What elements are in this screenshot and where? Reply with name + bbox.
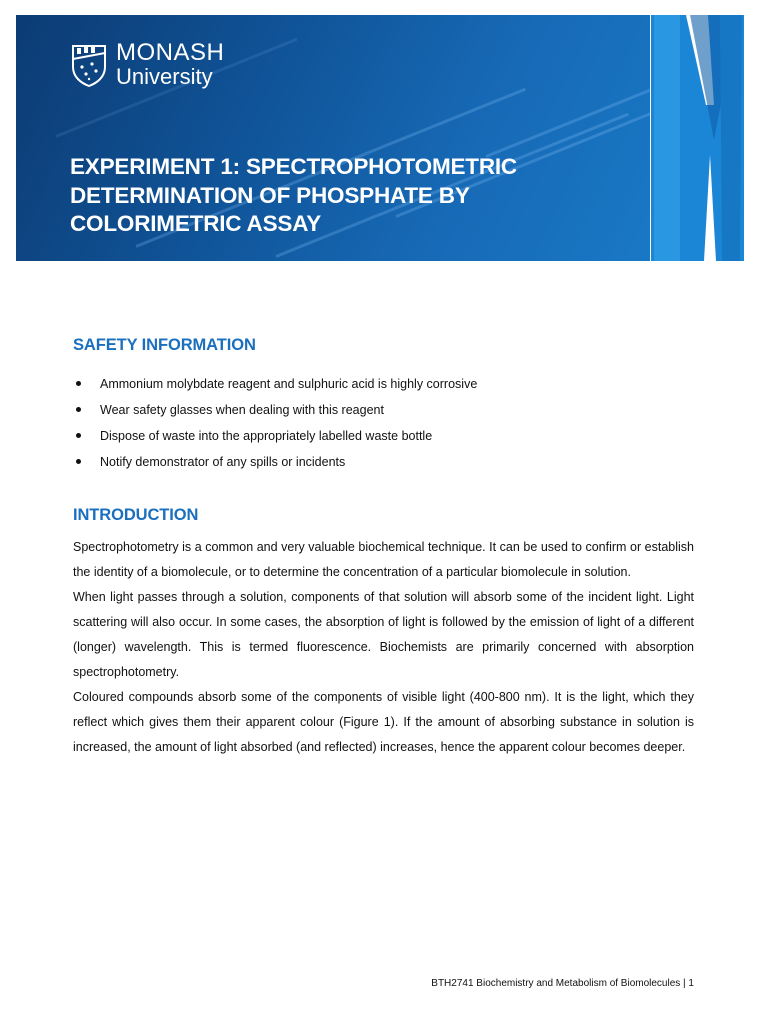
paragraph: Spectrophotometry is a common and very valuable biochemical technique. It can be used to confirm or establish the identity of a biomolecule, or to determine the concentration of a particular biomolecule in solution. (73, 540, 694, 579)
logo-wordmark-university: University (116, 64, 213, 89)
title-line-3: COLORIMETRIC ASSAY (70, 211, 322, 236)
list-item (73, 427, 477, 453)
monash-m-mark (650, 15, 756, 261)
monash-logo (70, 41, 224, 88)
list-item-text: Notify demonstrator of any spills or incidents (100, 455, 346, 469)
document-title (70, 153, 610, 239)
bullet-icon (76, 381, 81, 386)
title-line-1: EXPERIMENT 1: SPECTROPHOTOMETRIC (70, 154, 517, 179)
list-item (73, 401, 477, 427)
list-item-text: Dispose of waste into the appropriately labelled waste bottle (100, 429, 433, 443)
bullet-icon (76, 433, 81, 438)
logo-wordmark-monash: MONASH (116, 39, 225, 66)
page-footer: BTH2741 Biochemistry and Metabolism of Biomolecules | 1 (431, 978, 694, 989)
safety-heading: SAFETY INFORMATION (73, 336, 256, 354)
safety-list (73, 375, 477, 479)
list-item-text: Wear safety glasses when dealing with this reagent (100, 403, 384, 417)
paragraph: Coloured compounds absorb some of the components of visible light (400-800 nm). It is the light, which they reflect which gives them their apparent colour (Figure 1). If the amount of absorbing substance in solution is increased, the amount of light absorbed (and reflected) increases, hence the apparent colour becomes deeper. (73, 690, 694, 754)
bullet-icon (76, 407, 81, 412)
introduction-body (73, 535, 694, 760)
bullet-icon (76, 459, 81, 464)
title-line-2: DETERMINATION OF PHOSPHATE BY (70, 182, 470, 208)
list-item-text: Ammonium molybdate reagent and sulphuric acid is highly corrosive (100, 377, 478, 391)
paragraph: When light passes through a solution, components of that solution will absorb some of the incident light. Light scattering will also occur. In some cases, the absorption of light is followed by the emission of light of a different (longer) wavelength. This is termed fluorescence. Biochemists are primarily concerned with absorption spectrophotometry. (73, 590, 694, 679)
list-item (73, 453, 477, 479)
header-banner (16, 15, 756, 261)
monash-crest-icon (70, 43, 108, 87)
list-item (73, 375, 477, 401)
introduction-heading: INTRODUCTION (73, 506, 199, 524)
